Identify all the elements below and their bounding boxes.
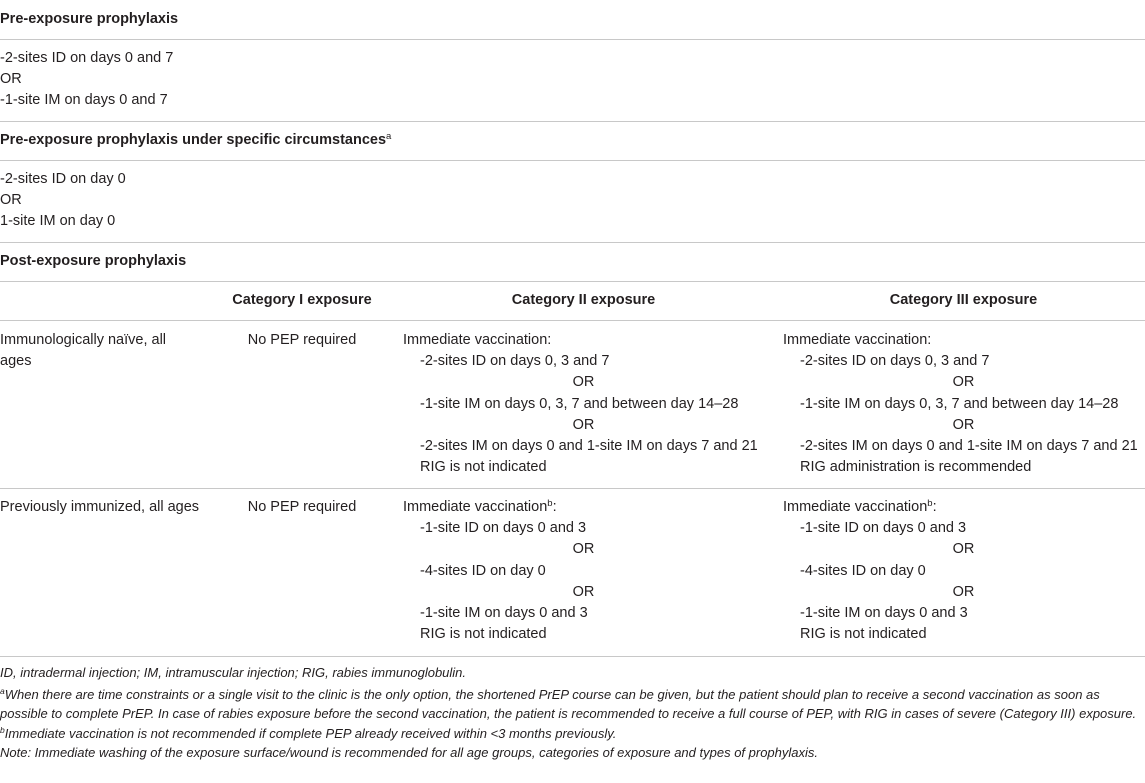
pep-heading: Post-exposure prophylaxis bbox=[0, 253, 187, 269]
footnote-a-text: When there are time constraints or a single visit to the clinic is the only option, the shortened PrEP course can be given, but the patient should plan to receive a second vaccination as soon as possible to complete PrEP. In case of rabies exposure before the second vaccination, the patient is recommended to receive a full course of PEP, with RIG in cases of severe (Category III) exposure. bbox=[0, 686, 1137, 721]
row-label-naive: Immunologically naïve, all ages bbox=[0, 332, 167, 370]
schedule-option-2: -1-site IM on days 0, 3, 7 and between day 14–28 bbox=[800, 395, 1119, 412]
or-separator: OR bbox=[572, 416, 595, 433]
divider bbox=[0, 121, 1145, 122]
divider bbox=[0, 242, 1145, 243]
prep-line-2: OR bbox=[0, 71, 22, 88]
footnote-b-marker: b bbox=[0, 724, 5, 735]
divider bbox=[0, 160, 1145, 161]
schedule-option-3: -1-site IM on days 0 and 3 bbox=[420, 605, 588, 622]
schedule-option-2: -4-sites ID on day 0 bbox=[420, 562, 546, 579]
footnote-marker: b bbox=[927, 498, 933, 509]
colon: : bbox=[932, 499, 937, 515]
column-header-category-1: Category I exposure bbox=[232, 292, 372, 308]
column-header-category-2: Category II exposure bbox=[511, 292, 656, 308]
footnote-a-marker: a bbox=[0, 685, 5, 696]
cat1-immunized: No PEP required bbox=[247, 499, 357, 515]
schedule-option-1: -2-sites ID on days 0, 3 and 7 bbox=[420, 353, 610, 370]
or-separator: OR bbox=[952, 416, 975, 433]
or-separator: OR bbox=[572, 374, 595, 391]
rig-note: RIG is not indicated bbox=[420, 459, 547, 476]
footnote-abbreviations: ID, intradermal injection; IM, intramuscular injection; RIG, rabies immunoglobulin. bbox=[0, 665, 467, 680]
footnote-a bbox=[0, 685, 1140, 724]
vaccination-intro bbox=[783, 497, 1144, 518]
or-separator: OR bbox=[952, 541, 975, 558]
schedule-option-2: -4-sites ID on day 0 bbox=[800, 562, 926, 579]
vaccination-intro: Immediate vaccination: bbox=[783, 332, 932, 348]
vaccination-intro bbox=[403, 497, 764, 518]
schedule-option-1: -2-sites ID on days 0, 3 and 7 bbox=[800, 353, 990, 370]
footnote-note: Note: Immediate washing of the exposure surface/wound is recommended for all age groups, categories of exposure and types of prophylaxis. bbox=[0, 745, 819, 760]
rig-note: RIG is not indicated bbox=[800, 626, 927, 643]
footnotes bbox=[0, 663, 1140, 763]
prep-specific-heading bbox=[0, 130, 391, 151]
prep-specific-line-2: OR bbox=[0, 192, 22, 209]
divider bbox=[0, 656, 1145, 657]
schedule-option-2: -1-site IM on days 0, 3, 7 and between day 14–28 bbox=[420, 395, 739, 412]
or-separator: OR bbox=[572, 583, 595, 600]
prep-schedule bbox=[0, 48, 173, 112]
prep-specific-line-1: -2-sites ID on day 0 bbox=[0, 171, 126, 187]
cat1-naive: No PEP required bbox=[247, 332, 357, 348]
cat2-immunized bbox=[403, 497, 764, 645]
prep-specific-schedule bbox=[0, 169, 126, 233]
vaccination-intro: Immediate vaccination: bbox=[403, 332, 552, 348]
schedule-option-3: -1-site IM on days 0 and 3 bbox=[800, 605, 968, 622]
schedule-option-1: -1-site ID on days 0 and 3 bbox=[420, 520, 587, 537]
footnote-marker: a bbox=[386, 131, 392, 142]
column-header-category-3: Category III exposure bbox=[889, 292, 1038, 308]
schedule-option-3: -2-sites IM on days 0 and 1-site IM on days 7 and 21 bbox=[800, 438, 1138, 455]
divider bbox=[0, 281, 1145, 282]
row-label-immunized: Previously immunized, all ages bbox=[0, 499, 200, 515]
or-separator: OR bbox=[952, 583, 975, 600]
prep-heading: Pre-exposure prophylaxis bbox=[0, 11, 179, 27]
colon: : bbox=[552, 499, 557, 515]
divider bbox=[0, 39, 1145, 40]
vaccination-intro-text: Immediate vaccination bbox=[783, 499, 928, 515]
or-separator: OR bbox=[572, 541, 595, 558]
cat2-naive bbox=[403, 330, 764, 478]
cat3-immunized bbox=[783, 497, 1144, 645]
vaccination-intro-text: Immediate vaccination bbox=[403, 499, 548, 515]
prep-line-3: -1-site IM on days 0 and 7 bbox=[0, 92, 168, 109]
prep-line-1: -2-sites ID on days 0 and 7 bbox=[0, 50, 174, 66]
rig-note: RIG is not indicated bbox=[420, 626, 547, 643]
prep-specific-line-3: 1-site IM on day 0 bbox=[0, 213, 116, 230]
prep-specific-heading-text: Pre-exposure prophylaxis under specific circumstances bbox=[0, 132, 387, 148]
schedule-option-3: -2-sites IM on days 0 and 1-site IM on days 7 and 21 bbox=[420, 438, 758, 455]
or-separator: OR bbox=[952, 374, 975, 391]
cat3-naive bbox=[783, 330, 1144, 478]
rig-note: RIG administration is recommended bbox=[800, 459, 1032, 476]
schedule-option-1: -1-site ID on days 0 and 3 bbox=[800, 520, 967, 537]
divider bbox=[0, 320, 1145, 321]
footnote-b-text: Immediate vaccination is not recommended if complete PEP already received within <3 months previously. bbox=[4, 725, 617, 741]
footnote-b bbox=[0, 724, 1140, 744]
footnote-marker: b bbox=[547, 498, 553, 509]
divider bbox=[0, 488, 1145, 489]
